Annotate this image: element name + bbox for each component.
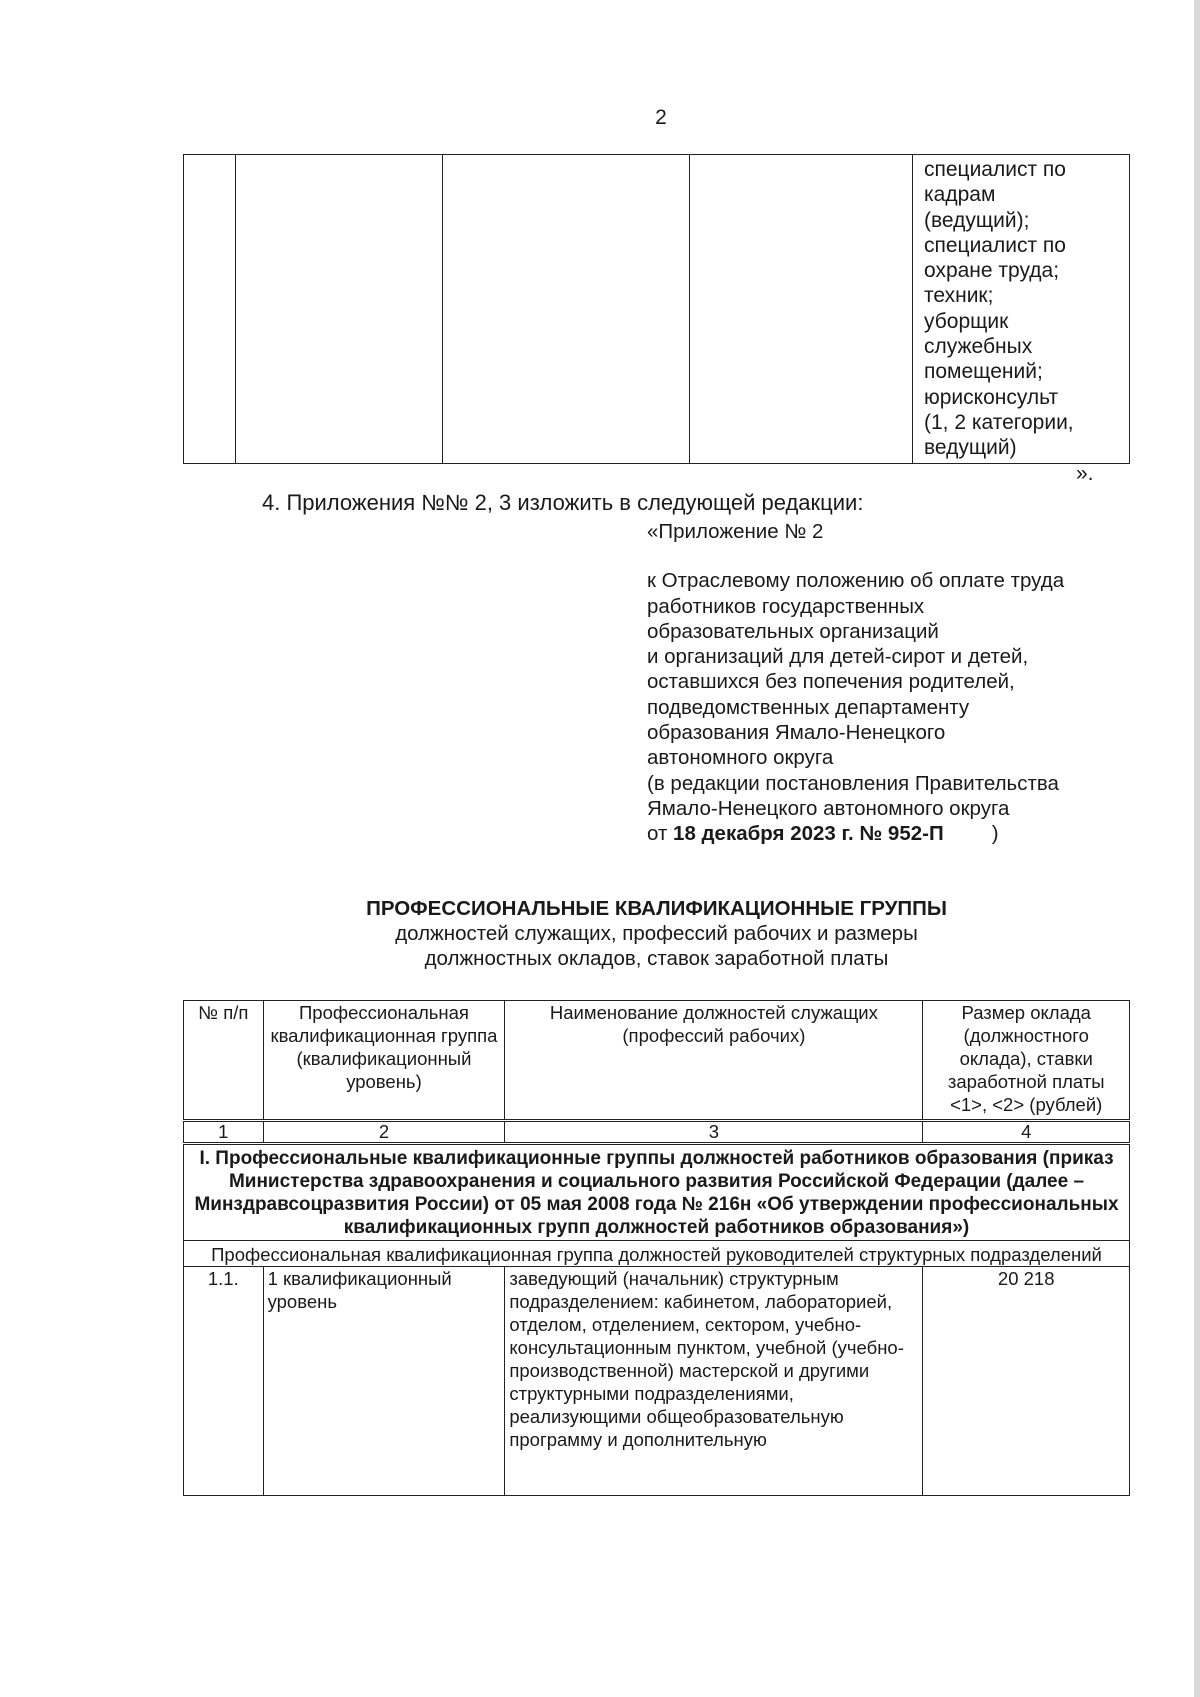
empty-cell [690,155,913,464]
heading-main: ПРОФЕССИОНАЛЬНЫЕ КВАЛИФИКАЦИОННЫЕ ГРУППЫ [366,897,947,920]
column-number: 3 [505,1121,923,1144]
resolution-date-number: 18 декабря 2023 г. № 952-П [673,822,944,846]
cell-line: охране труда; [924,259,1060,283]
table-row [184,1267,1130,1496]
annex-line: оставшихся без попечения родителей, [647,670,1015,694]
cell-line: служебных [924,335,1033,359]
column-number: 1 [184,1121,264,1144]
heading-sub-1: должностей служащих, профессий рабочих и размеры [395,922,918,945]
annex-line: и организаций для детей-сирот и детей, [647,645,1029,669]
annex-header [647,519,1147,847]
annex-date-line [647,821,1147,846]
header-num: № п/п [184,1001,264,1121]
annex-line: Ямало-Ненецкого автономного округа [647,796,1010,820]
annex-line: образовательных организаций [647,619,939,643]
date-prefix: от [647,822,674,846]
empty-cell [236,155,443,464]
annex-line: (в редакции постановления Правительства [647,771,1059,795]
annex-line: работников государственных [647,594,925,618]
group-row [184,1241,1130,1267]
header-group: Профессиональная квалификационная группа (квалификационный уровень) [263,1001,505,1121]
heading-sub-2: должностных окладов, ставок заработной платы [424,947,889,970]
section-row [184,1144,1130,1241]
closing-quote: ». [1076,462,1094,485]
column-number: 4 [923,1121,1130,1144]
continuation-table [183,154,1130,464]
cell-line: специалист по [924,233,1066,257]
row-level: 1 квалификационный уровень [263,1267,505,1496]
page-edge [1194,0,1200,1697]
cell-line: помещений; [924,360,1043,384]
empty-cell [443,155,690,464]
page-number: 2 [655,106,667,129]
cell-line: уборщик [924,309,1009,333]
annex-line: автономного округа [647,746,834,770]
header-names: Наименование должностей служащих (профессий рабочих) [505,1001,923,1121]
cell-line: кадрам [924,183,996,207]
cell-line: техник; [924,284,994,308]
table-header-row [184,1001,1130,1121]
qualification-groups-table [183,1000,1130,1496]
annex-title: «Приложение № 2 [647,520,824,543]
cell-line: специалист по [924,158,1066,181]
document-heading [183,896,1130,971]
column-numbers-row [184,1121,1130,1144]
positions-cell [913,155,1130,464]
group-title: Профессиональная квалификационная группа должностей руководителей структурных подразделений [184,1241,1130,1267]
empty-cell [184,155,236,464]
cell-line: ведущий) [924,436,1017,460]
section-title: I. Профессиональные квалификационные группы должностей работников образования (приказ Министерства здравоохранения и социального развития Российской Федерации (далее – Минздравсоцразвития России) от 05 мая 2008 года № 216н «Об утверждении профессиональных квалификационных групп должностей работников образования») [184,1144,1130,1241]
item-4-paragraph: 4. Приложения №№ 2, 3 изложить в следующей редакции: [262,490,864,515]
row-position: заведующий (начальник) структурным подразделением: кабинетом, лабораторией, отделом, отделением, сектором, учебно-консультационным пунктом, учебной (учебно-производственной) мастерской и другими структурными подразделениями, реализующими общеобразовательную программу и дополнительную [505,1267,923,1496]
annex-line: подведомственных департаменту [647,695,970,719]
cell-line: (ведущий); [924,208,1030,232]
cell-line: юрисконсульт [924,385,1059,409]
column-number: 2 [263,1121,505,1144]
header-salary: Размер оклада (должностного оклада), ставки заработной платы <1>, <2> (рублей) [923,1001,1130,1121]
cell-line: (1, 2 категории, [924,410,1074,434]
row-number: 1.1. [184,1267,264,1496]
row-salary: 20 218 [923,1267,1130,1496]
date-suffix: ) [991,822,999,846]
annex-line: к Отраслевому положению об оплате труда [647,569,1065,593]
annex-line: образования Ямало-Ненецкого [647,721,946,745]
table-row [184,155,1130,464]
